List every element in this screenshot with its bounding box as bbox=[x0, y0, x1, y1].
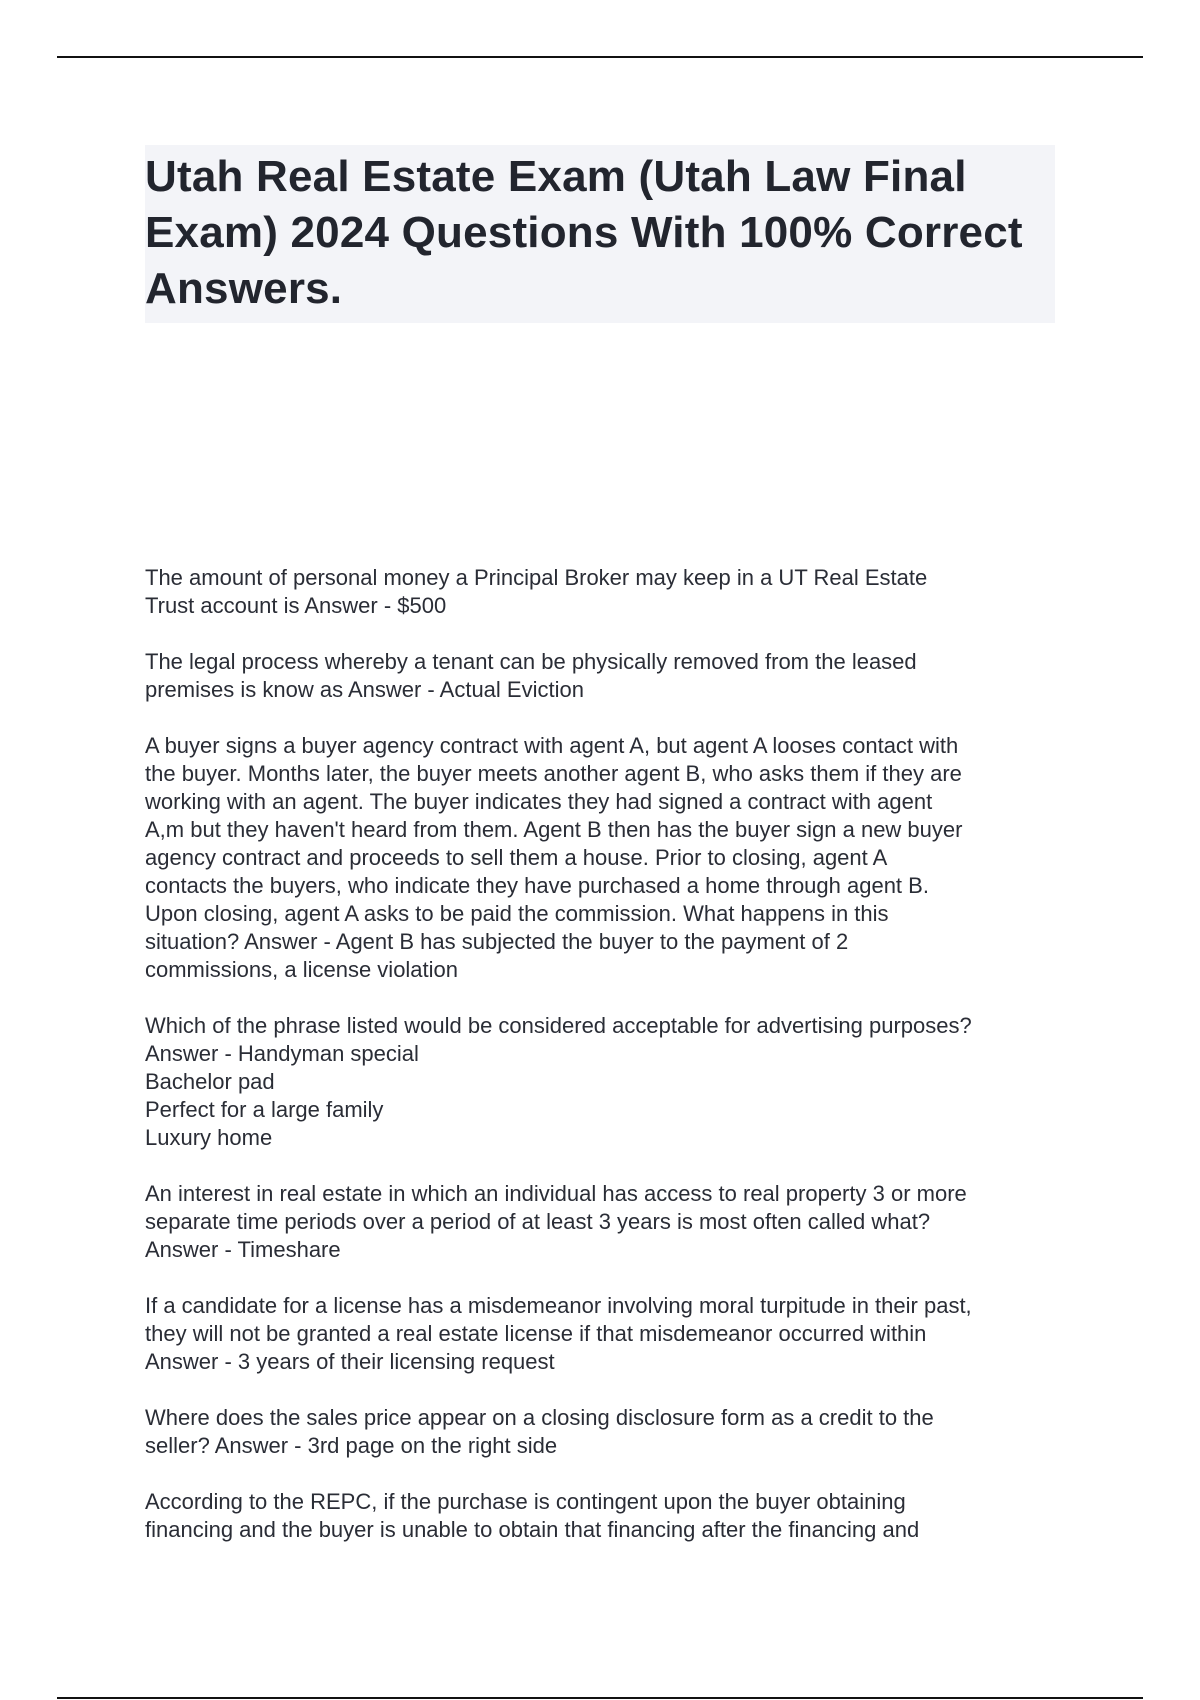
question-item: Which of the phrase listed would be considered acceptable for advertising purposes? Answer - Handyman special Bachelor pad Perfect for a large family Luxury home bbox=[145, 1013, 972, 1150]
question-item: A buyer signs a buyer agency contract with agent A, but agent A looses contact with the buyer. Months later, the buyer meets another agent B, who asks them if they are working with an agent. The buyer indicates they had signed a contract with agent A,m but they haven't heard from them. Agent B then has the buyer sign a new buyer agency contract and proceeds to sell them a house. Prior to closing, agent A contacts the buyers, who indicate they have purchased a home through agent B. Upon closing, agent A asks to be paid the commission. What happens in this situation? Answer - Agent B has subjected the buyer to the payment of 2 commissions, a license violation bbox=[145, 733, 963, 982]
question-list bbox=[145, 564, 1065, 1572]
question-item: If a candidate for a license has a misdemeanor involving moral turpitude in their past, they will not be granted a real estate license if that misdemeanor occurred within Answer - 3 years of their licensing request bbox=[145, 1293, 972, 1374]
question-item: The amount of personal money a Principal Broker may keep in a UT Real Estate Trust account is Answer - $500 bbox=[145, 565, 928, 618]
title-block bbox=[145, 145, 1055, 323]
document-title: Utah Real Estate Exam (Utah Law Final Exam) 2024 Questions With 100% Correct Answers. bbox=[145, 152, 1023, 313]
question-item: The legal process whereby a tenant can be physically removed from the leased premises is know as Answer - Actual Eviction bbox=[145, 649, 917, 702]
question-item: An interest in real estate in which an individual has access to real property 3 or more separate time periods over a period of at least 3 years is most often called what? Answer - Timeshare bbox=[145, 1181, 967, 1262]
question-item: Where does the sales price appear on a closing disclosure form as a credit to the seller? Answer - 3rd page on the right side bbox=[145, 1405, 934, 1458]
top-divider bbox=[57, 56, 1143, 58]
question-item: According to the REPC, if the purchase is contingent upon the buyer obtaining financing and the buyer is unable to obtain that financing after the financing and bbox=[145, 1489, 920, 1542]
bottom-divider bbox=[57, 1697, 1143, 1699]
